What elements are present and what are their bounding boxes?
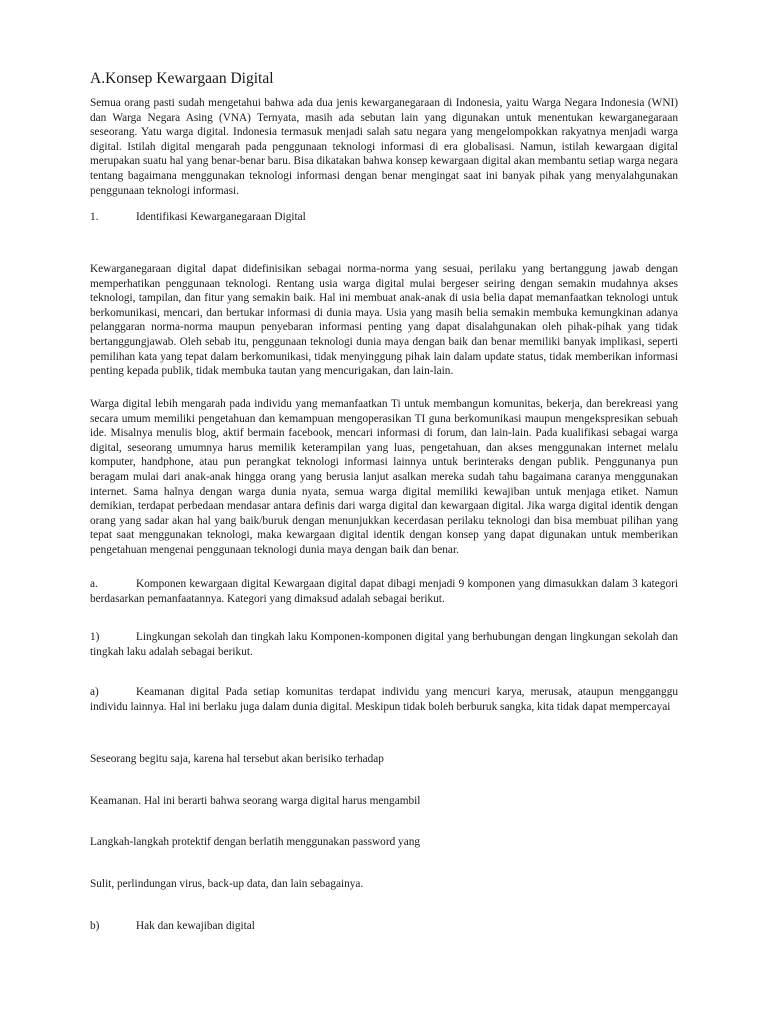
digital-citizen-paragraph: Warga digital lebih mengarah pada individu yang memanfaatkan Ti untuk membangun komunitas, bekerja, dan berekreasi yang secara umum memiliki pengetahuan dan kemampuan mengoperasikan TI guna berkomunikasi maupun mengekspresikan sebuah ide. Misalnya menulis blog, aktif bermain facebook, mencari informasi di forum, dan lain-lain. Pada kualifikasi sebagai warga digital, seseorang umumnya harus memilik keterampilan yang luas, pengetahuan, dan akses menggunakan internet melalu komputer, handphone, atau pun perangkat teknologi informasi lainnya untuk berinteraks dengan publik. Penggunanya pun beragam mulai dari anak-anak hingga orang yang berusia lanjut asalkan mereka sudah tahu bagaimana caranya menggunakan internet. Sama halnya dengan warga dunia nyata, semua warga digital memiliki kewajiban untuk menjaga etiket. Namun demikian, terdapat perbedaan mendasar antara definis dari warga digital dan kewargaan digital. Jika warga digital identik dengan orang yang sadar akan hal yang baik/buruk dengan menunjukkan kecerdasan perilaku teknologi dan bisa membuat pilihan yang tepat saat menggunakan teknologi, maka kewargaan digital identik dengan konsep yang dapat digunakan untuk memberikan pengetahuan mengenai penggunaan teknologi dunia maya dengan baik dan benar. (90, 398, 678, 556)
section-heading: Identifikasi Kewarganegaraan Digital (136, 211, 306, 223)
list-item-text: Lingkungan sekolah dan tingkah laku Komponen-komponen digital yang berhubungan dengan lingkungan sekolah dan tingkah laku adalah sebagai berikut. (90, 631, 678, 658)
intro-paragraph: Semua orang pasti sudah mengetahui bahwa ada dua jenis kewarganegaraan di Indonesia, yaitu Warga Negara Indonesia (WNI) dan Warga Negara Asing (VNA) Ternyata, masih ada sebutan lain yang digunakan untuk menentukan kewarganegaraan seseorang. Yatu warga digital. Indonesia termasuk menjadi salah satu negara yang mengelompokkan rakyatnya menjadi warga digital. Istilah digital mengarah pada penggunaan teknologi informasi di era globalisasi. Namun, istilah kewargaan digital merupakan suatu hal yang benar-benar baru. Bisa dikatakan bahwa konsep kewargaan digital akan membantu setiap warga negara tentang bagaimana menggunakan teknologi informasi dengan benar mengingat saat ini banyak pihak yang menyalahgunakan penggunaan teknologi informasi. (90, 97, 678, 197)
list-item-1 (90, 630, 678, 659)
list-item-text: Komponen kewargaan digital Kewargaan digital dapat dibagi menjadi 9 komponen yang dimasukkan dalam 3 kategori berdasarkan pemanfaatannya. Kategori yang dimaksud adalah sebagai berikut. (90, 578, 678, 605)
list-marker: a) (90, 686, 99, 698)
list-marker: a. (90, 578, 98, 590)
text-line: Sulit, perlindungan virus, back-up data, dan lain sebagainya. (90, 878, 364, 890)
list-item-a (90, 577, 678, 606)
list-item-b-text: Hak dan kewajiban digital (136, 920, 255, 932)
text-line: Langkah-langkah protektif dengan berlatih menggunakan password yang (90, 836, 421, 848)
text-line: Seseorang begitu saja, karena hal tersebut akan berisiko terhadap (90, 753, 384, 765)
text-line: Keamanan. Hal ini berarti bahwa seorang warga digital harus mengambil (90, 795, 421, 807)
document-title: A.Konsep Kewargaan Digital (90, 70, 274, 87)
list-item-text: Keamanan digital Pada setiap komunitas terdapat individu yang mencuri karya, merusak, ataupun mengganggu individu lainnya. Hal ini berlaku juga dalam dunia digital. Meskipun tidak boleh berburuk sangka, kita tidak dapat mempercayai (90, 686, 678, 713)
section-number: 1. (90, 211, 99, 223)
list-item-a-sub (90, 685, 678, 714)
list-marker-b: b) (90, 920, 100, 932)
definition-paragraph: Kewarganegaraan digital dapat didefinisikan sebagai norma-norma yang sesuai, perilaku yang bertanggung jawab dengan memperhatikan penggunaan teknologi. Rentang usia warga digital mulai bergeser seiring dengan semakin mudahnya akses teknologi, tampilan, dan fitur yang semakin baik. Hal ini membuat anak-anak di usia belia dapat memanfaatkan teknologi untuk berkomunikasi, mencari, dan bertukar informasi di dunia maya. Usia yang masih belia semakin membuka kemungkinan adanya pelanggaran norma-norma maupun penyebaran informasi penting yang dapat disalahgunakan oleh pihak-pihak yang tidak bertanggungjawab. Oleh sebab itu, penggunaan teknologi dunia maya dengan baik dan benar memiliki banyak implikasi, seperti pemilihan kata yang tepat dalam berkomunikasi, tidak menyinggung pihak lain dalam update status, tidak memberikan informasi penting kepada publik, tidak membuka tautan yang mencurigakan, dan lain-lain. (90, 263, 678, 378)
list-marker: 1) (90, 631, 100, 643)
